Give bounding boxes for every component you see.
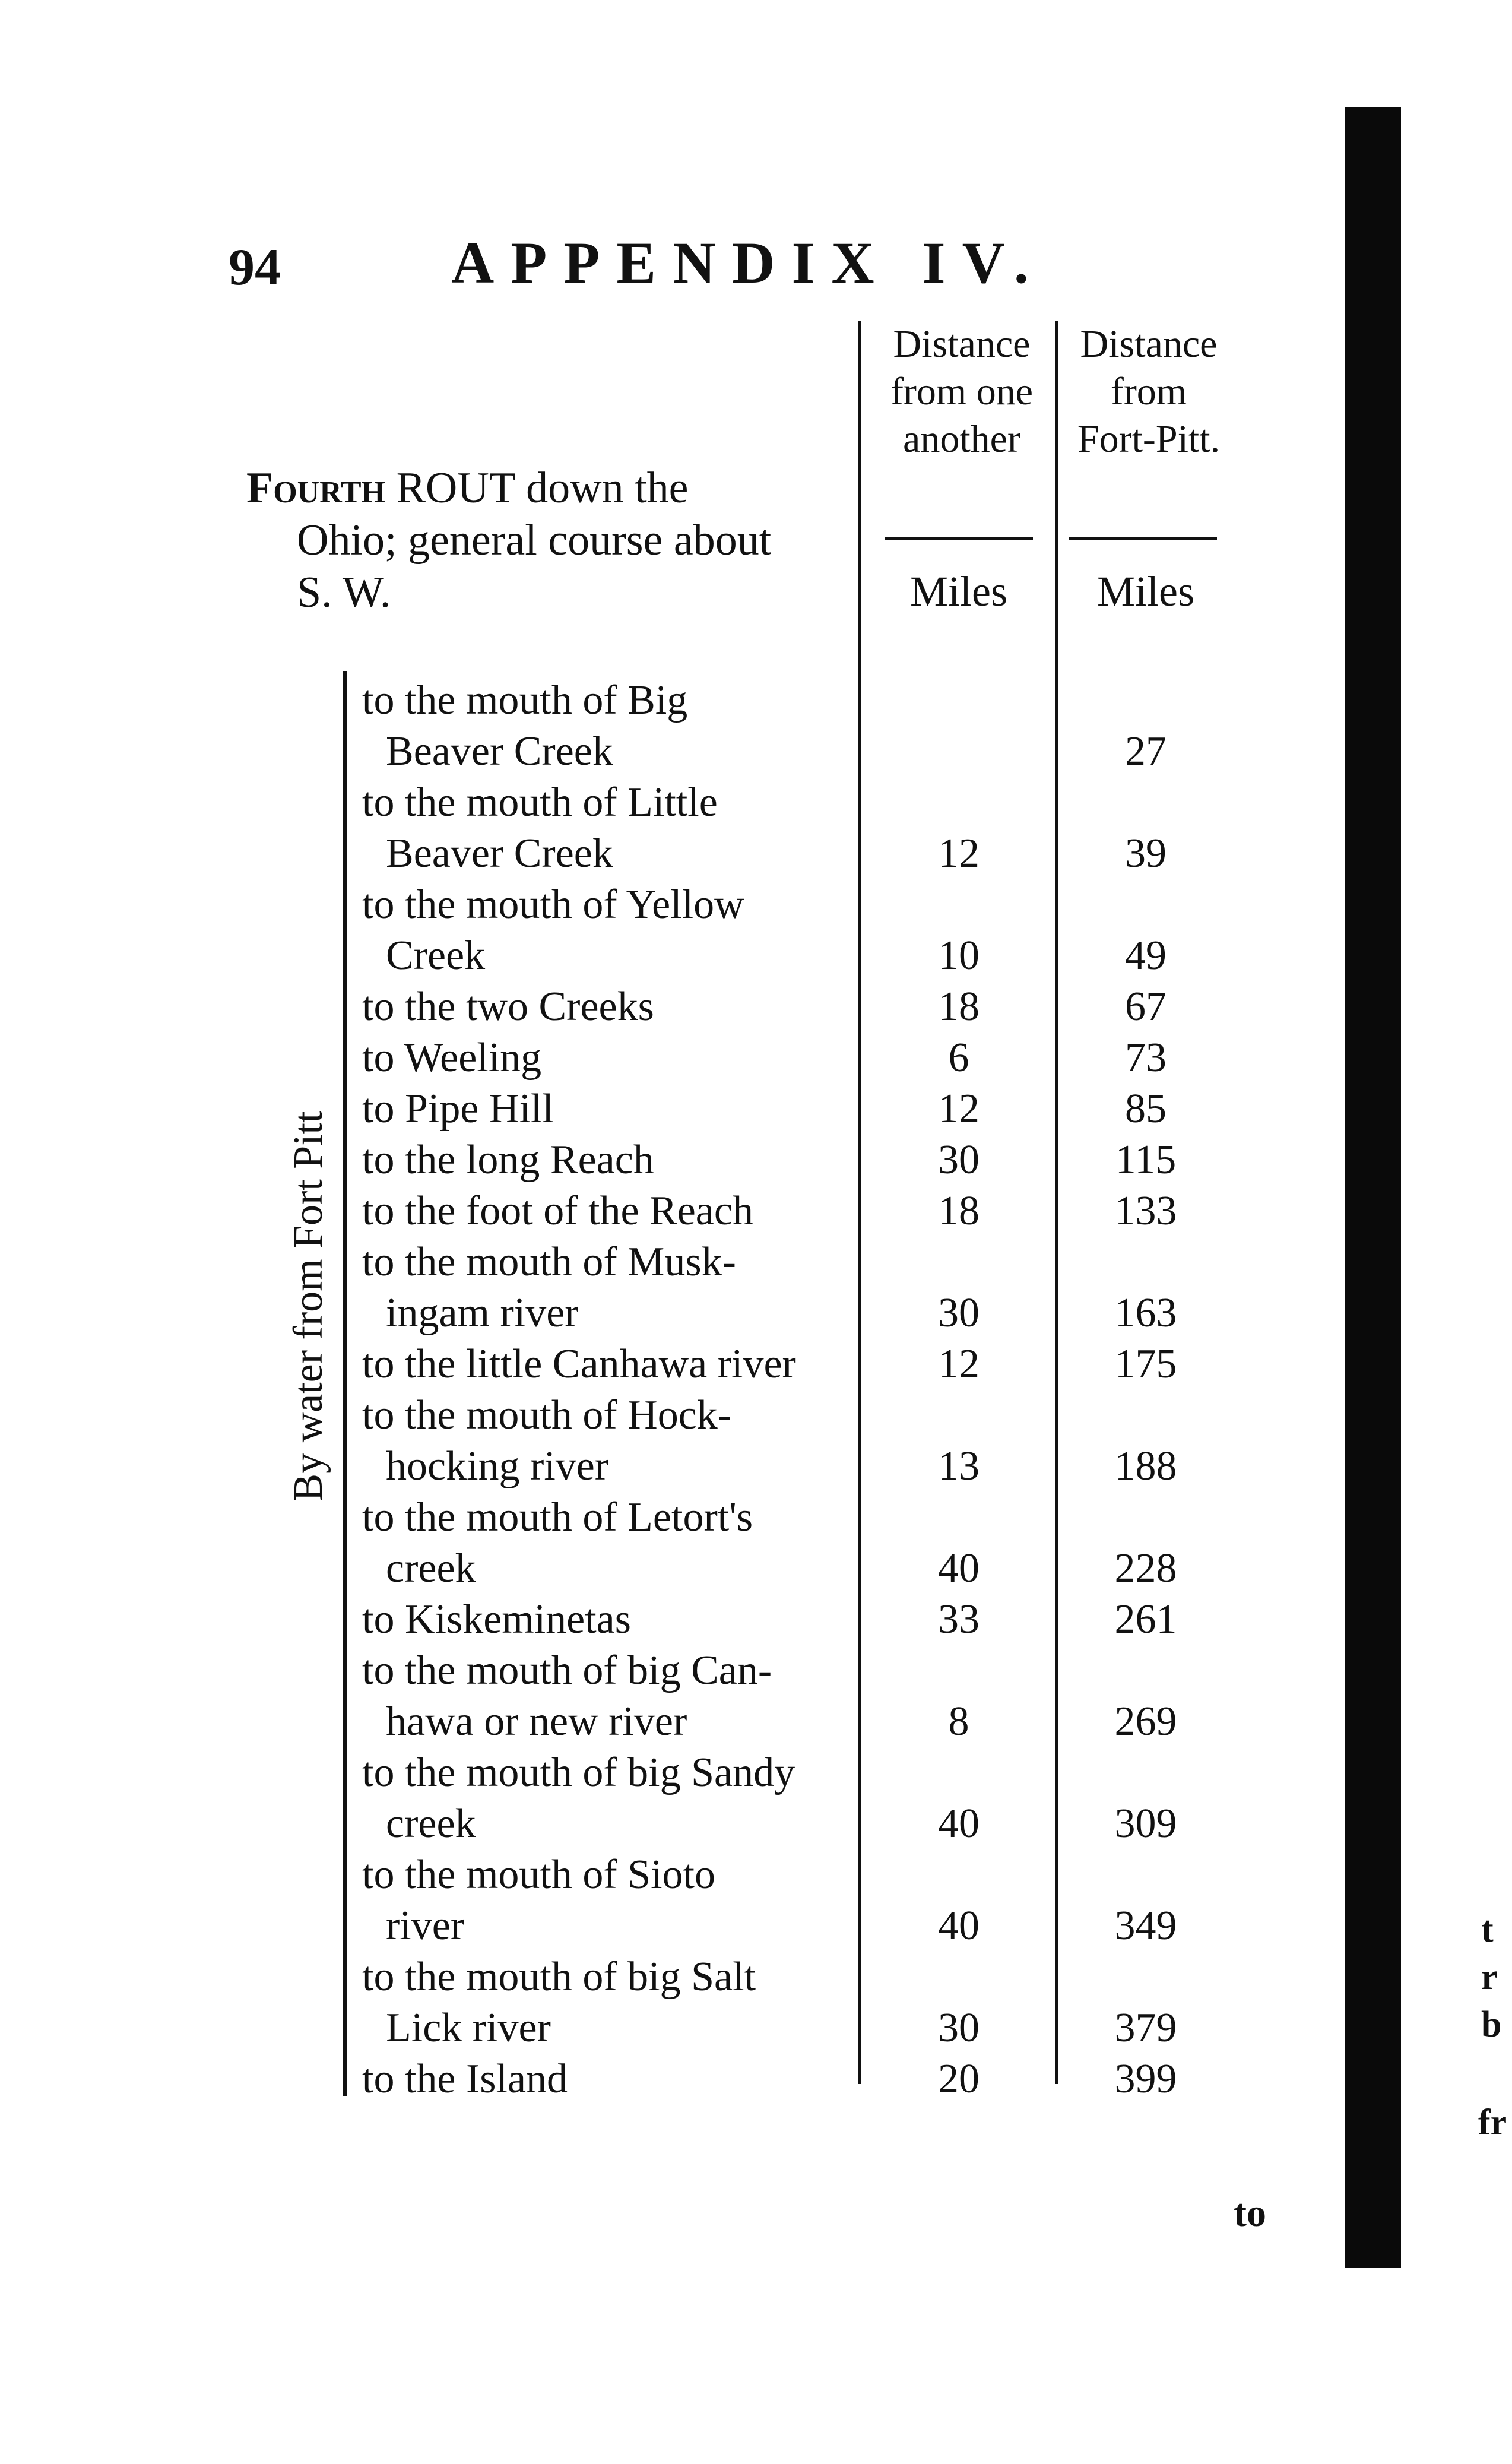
distance-from-one-another: 18: [938, 984, 980, 1030]
distance-from-fort-pitt: 261: [1114, 1597, 1177, 1642]
page-edge-shadow: [1345, 107, 1401, 2268]
section-title: [246, 463, 689, 514]
distance-from-fort-pitt: 115: [1115, 1137, 1177, 1183]
distance-from-fort-pitt: 163: [1114, 1290, 1177, 1336]
route-place-continued: hawa or new river: [386, 1699, 687, 1744]
distance-from-one-another: 18: [938, 1188, 980, 1234]
distance-from-fort-pitt: 399: [1114, 2056, 1177, 2102]
distance-from-fort-pitt: 67: [1125, 984, 1167, 1030]
distance-from-fort-pitt: 188: [1114, 1443, 1177, 1489]
column-2-units: Miles: [1096, 568, 1194, 615]
route-place: to the mouth of Hock-: [362, 1392, 732, 1438]
section-title-line2: Ohio; general course about: [297, 516, 772, 565]
route-place: to Kiskeminetas: [362, 1597, 631, 1642]
distance-from-one-another: 12: [938, 1341, 980, 1387]
edge-fragment: r: [1481, 1957, 1498, 1997]
distance-from-one-another: 13: [938, 1443, 980, 1489]
column-divider-right: [1055, 321, 1058, 2084]
page-number: 94: [229, 239, 281, 296]
column-header-distance-from-fort: Distance from Fort-Pitt.: [1077, 322, 1221, 461]
distance-from-fort-pitt: 39: [1125, 831, 1167, 876]
route-place: to the mouth of Letort's: [362, 1494, 753, 1540]
route-place: to the Island: [362, 2056, 568, 2102]
route-place-continued: creek: [386, 1545, 476, 1591]
route-place: to the mouth of big Sandy: [362, 1750, 795, 1795]
distance-from-one-another: 30: [938, 1290, 980, 1336]
sidebar-label: By water from Fort Pitt: [286, 1111, 331, 1502]
catchword: to: [1234, 2191, 1266, 2235]
route-place: to the long Reach: [362, 1137, 654, 1183]
distance-from-fort-pitt: 85: [1125, 1086, 1167, 1132]
distance-from-one-another: 40: [938, 1545, 980, 1591]
route-place-continued: creek: [386, 1801, 476, 1847]
distance-from-one-another: 33: [938, 1597, 980, 1642]
route-place-continued: Beaver Creek: [386, 729, 613, 774]
distance-from-one-another: 40: [938, 1801, 980, 1847]
route-place: to the mouth of Sioto: [362, 1852, 715, 1898]
section-title-rest: ROUT down the: [385, 464, 689, 512]
distance-from-fort-pitt: 349: [1114, 1903, 1177, 1949]
distance-from-fort-pitt: 133: [1114, 1188, 1177, 1234]
distance-from-fort-pitt: 269: [1114, 1699, 1177, 1744]
route-place: to the mouth of big Salt: [362, 1954, 756, 2000]
route-bracket: [343, 671, 347, 2096]
distance-from-fort-pitt: 379: [1114, 2005, 1177, 2051]
route-place: to the mouth of Little: [362, 780, 718, 825]
route-place-continued: river: [386, 1903, 465, 1949]
distance-from-one-another: 30: [938, 1137, 980, 1183]
route-place-continued: hocking river: [386, 1443, 609, 1489]
distance-from-fort-pitt: 27: [1125, 729, 1167, 774]
distance-from-fort-pitt: 309: [1114, 1801, 1177, 1847]
route-place: to the mouth of big Can-: [362, 1648, 772, 1693]
distance-from-fort-pitt: 73: [1125, 1035, 1167, 1081]
column-1-units: Miles: [909, 568, 1007, 615]
route-place-continued: ingam river: [386, 1290, 579, 1336]
route-place: to the foot of the Reach: [362, 1188, 753, 1234]
route-place: to the little Canhawa river: [362, 1341, 796, 1387]
distance-from-one-another: 20: [938, 2056, 980, 2102]
column-header-distance-between: Distance from one another: [890, 322, 1034, 461]
route-place: to Pipe Hill: [362, 1086, 554, 1132]
distance-from-one-another: 40: [938, 1903, 980, 1949]
edge-fragment: t: [1481, 1909, 1494, 1950]
route-place-continued: Beaver Creek: [386, 831, 613, 876]
distance-from-one-another: 6: [948, 1035, 969, 1081]
section-title-line3: S. W.: [297, 568, 391, 617]
route-place-continued: Creek: [386, 933, 486, 978]
distance-from-fort-pitt: 49: [1125, 933, 1167, 978]
running-head: APPENDIX IV.: [451, 230, 1045, 296]
distance-from-fort-pitt: 228: [1114, 1545, 1177, 1591]
distance-from-one-another: 8: [948, 1699, 969, 1744]
section-title-prefix: Fourth: [246, 464, 386, 512]
route-place-continued: Lick river: [386, 2005, 551, 2051]
distance-from-one-another: 12: [938, 1086, 980, 1132]
column-2-rule: [1069, 537, 1217, 540]
distance-from-one-another: 10: [938, 933, 980, 978]
route-place: to the mouth of Musk-: [362, 1239, 736, 1285]
column-1-rule: [885, 537, 1033, 540]
distance-from-fort-pitt: 175: [1114, 1341, 1177, 1387]
route-place: to the mouth of Big: [362, 677, 688, 723]
route-place: to the mouth of Yellow: [362, 882, 744, 927]
edge-fragment: b: [1481, 2004, 1502, 2045]
route-place: to the two Creeks: [362, 984, 654, 1030]
edge-fragment: fr: [1478, 2102, 1507, 2143]
route-place: to Weeling: [362, 1035, 542, 1081]
distance-from-one-another: 30: [938, 2005, 980, 2051]
distance-from-one-another: 12: [938, 831, 980, 876]
column-divider-left: [858, 321, 861, 2084]
